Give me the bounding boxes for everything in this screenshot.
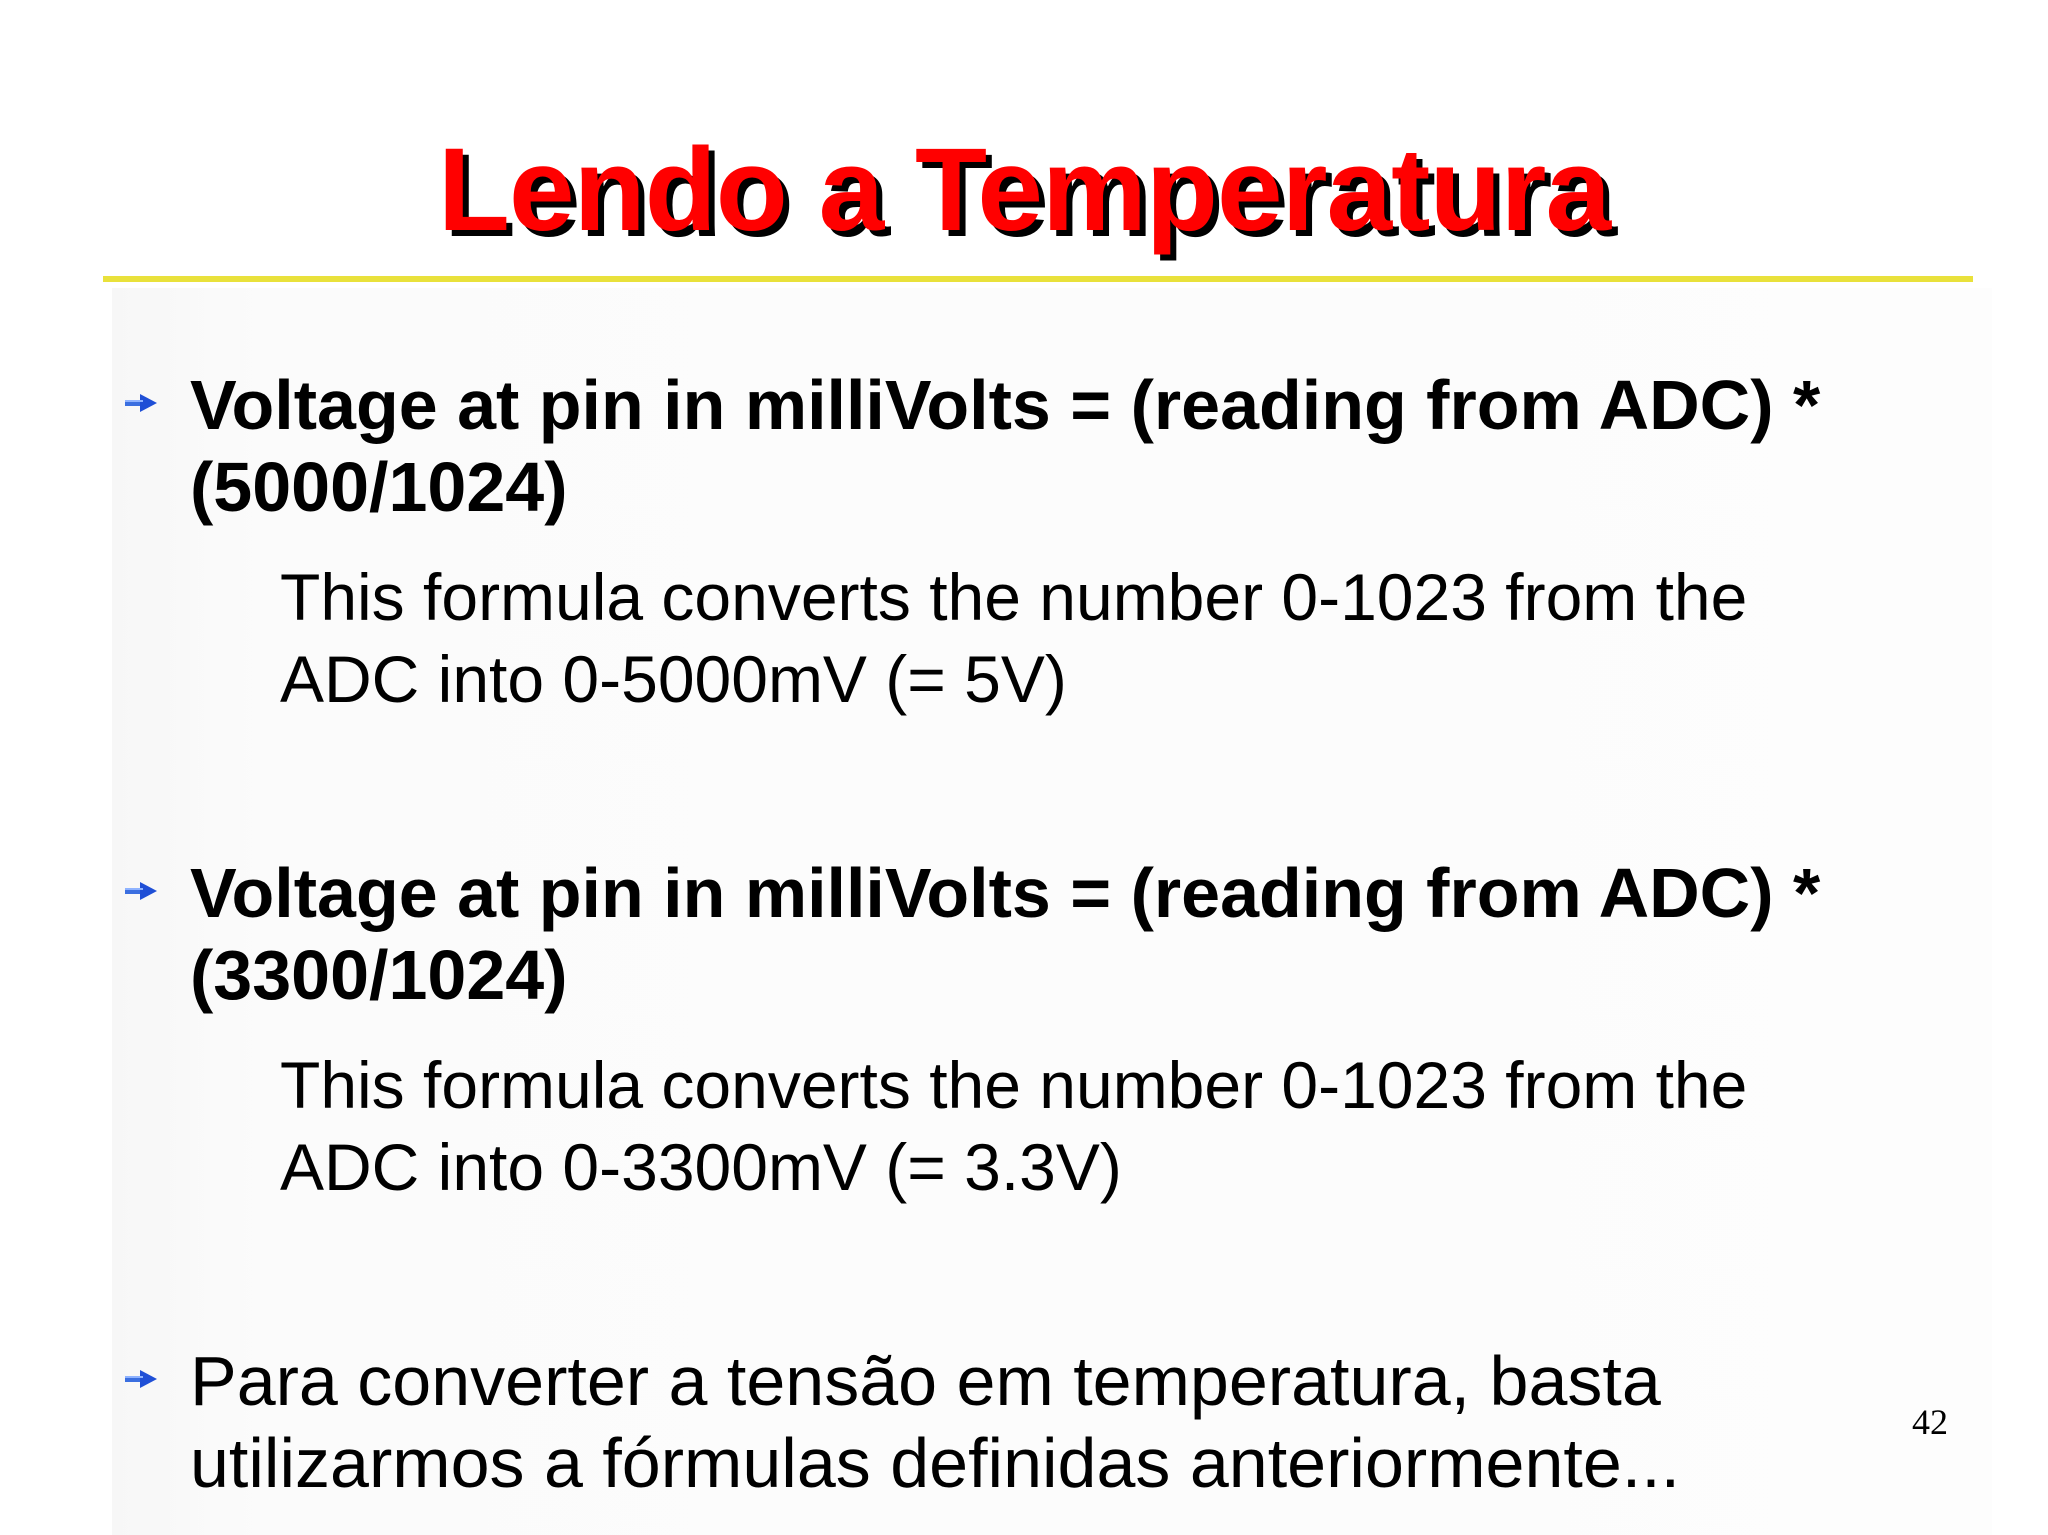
- bullet-1-sub-line-1: This formula converts the number 0-1023 from the: [280, 560, 1748, 634]
- bullet-1-text: [190, 364, 1890, 528]
- bullet-2-text: [190, 852, 1890, 1016]
- bullet-2-line-1: Voltage at pin in milliVolts = (reading from ADC) *: [190, 854, 1821, 932]
- bullet-1-line-2: (5000/1024): [190, 448, 568, 526]
- bullet-3-line-2: utilizarmos a fórmulas definidas anteriormente...: [190, 1424, 1681, 1502]
- bullet-2-sub-line-1: This formula converts the number 0-1023 from the: [280, 1048, 1748, 1122]
- blue-arrow-bullet-icon: [124, 1369, 158, 1389]
- bullet-1-sub-line-2: ADC into 0-5000mV (= 5V): [280, 642, 1067, 716]
- title-underline-rule: [103, 276, 1973, 282]
- bullet-3-text: [190, 1340, 1890, 1504]
- bullet-2-subtext: [280, 1044, 1940, 1208]
- slide-title: Lendo a Temperatura: [437, 124, 1611, 256]
- bullet-1-line-1: Voltage at pin in milliVolts = (reading from ADC) *: [190, 366, 1821, 444]
- slide-page-number: 42: [1912, 1402, 1948, 1442]
- blue-arrow-bullet-icon: [124, 881, 158, 901]
- blue-arrow-bullet-icon: [124, 393, 158, 413]
- bullet-3-line-1: Para converter a tensão em temperatura, basta: [190, 1342, 1661, 1420]
- bullet-2-line-2: (3300/1024): [190, 936, 568, 1014]
- bullet-1-subtext: [280, 556, 1940, 720]
- bullet-2-sub-line-2: ADC into 0-3300mV (= 3.3V): [280, 1130, 1122, 1204]
